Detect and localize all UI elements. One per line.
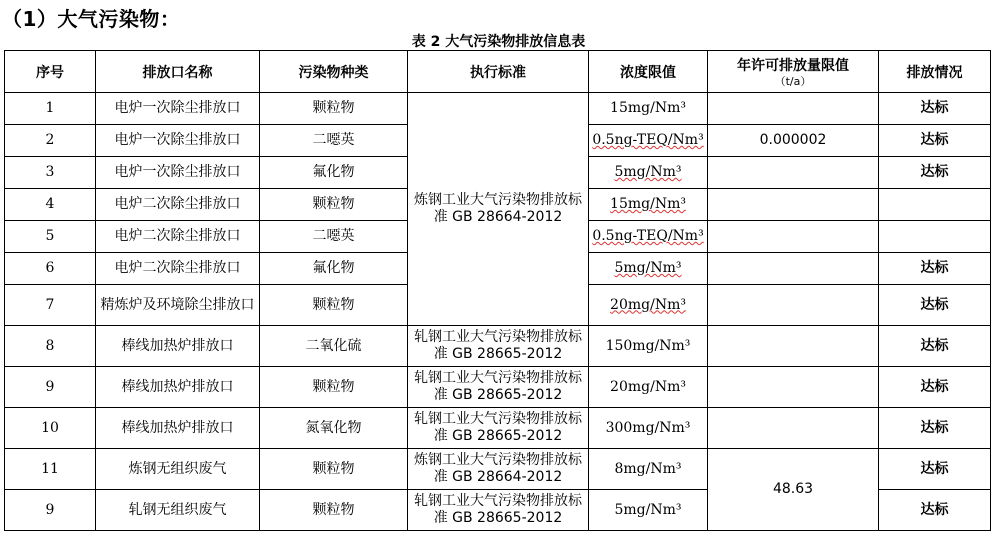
- cell-annual-limit: [708, 408, 879, 449]
- cell-annual-limit: [708, 189, 879, 221]
- cell-pollutant: 颗粒物: [260, 367, 408, 408]
- concentration-text: 0.5ng-TEQ/Nm³: [592, 132, 704, 148]
- cell-outlet: 电炉二次除尘排放口: [96, 221, 260, 253]
- cell-pollutant: 颗粒物: [260, 285, 408, 326]
- cell-concentration: 8mg/Nm³: [589, 449, 708, 490]
- concentration-text: 5mg/Nm³: [614, 164, 682, 180]
- cell-outlet: 电炉二次除尘排放口: [96, 189, 260, 221]
- cell-status: 达标: [879, 449, 991, 490]
- cell-annual-limit: [708, 221, 879, 253]
- cell-outlet: 棒线加热炉排放口: [96, 408, 260, 449]
- cell-outlet: 轧钢无组织废气: [96, 490, 260, 531]
- cell-status: [879, 189, 991, 221]
- concentration-text: 20mg/Nm³: [610, 296, 686, 313]
- section-heading: （1）大气污染物：: [2, 7, 181, 31]
- cell-concentration: 300mg/Nm³: [589, 408, 708, 449]
- cell-status: 达标: [879, 490, 991, 531]
- cell-index: 6: [5, 253, 96, 285]
- cell-status: [879, 221, 991, 253]
- cell-pollutant: 颗粒物: [260, 449, 408, 490]
- header-status: 排放情况: [879, 51, 991, 93]
- cell-annual-limit: [708, 285, 879, 326]
- cell-outlet: 电炉一次除尘排放口: [96, 125, 260, 157]
- header-pollutant: 污染物种类: [260, 51, 408, 93]
- header-annual-limit-label: 年许可排放量限值: [737, 58, 849, 74]
- cell-index: 1: [5, 93, 96, 125]
- cell-concentration: [589, 125, 708, 157]
- cell-status: 达标: [879, 157, 991, 189]
- cell-index: 4: [5, 189, 96, 221]
- cell-status: 达标: [879, 367, 991, 408]
- cell-outlet: 精炼炉及环境除尘排放口: [96, 285, 260, 326]
- header-annual-limit-unit: （t/a）: [774, 75, 812, 88]
- cell-pollutant: 氟化物: [260, 157, 408, 189]
- cell-index: 7: [5, 285, 96, 326]
- cell-annual-limit: 0.000002: [708, 125, 879, 157]
- cell-concentration: [589, 189, 708, 221]
- table-row: [5, 449, 991, 490]
- cell-annual-limit-merged: 48.63: [708, 449, 879, 531]
- concentration-text: 15mg/Nm³: [610, 196, 686, 212]
- concentration-text: 5mg/Nm³: [614, 260, 682, 276]
- cell-annual-limit: [708, 93, 879, 125]
- emission-info-table: [4, 50, 991, 531]
- cell-concentration: 20mg/Nm³: [589, 367, 708, 408]
- cell-index: 11: [5, 449, 96, 490]
- cell-status: 达标: [879, 408, 991, 449]
- table-row: [5, 408, 991, 449]
- cell-outlet: 炼钢无组织废气: [96, 449, 260, 490]
- cell-index: 2: [5, 125, 96, 157]
- cell-outlet: 电炉二次除尘排放口: [96, 253, 260, 285]
- cell-outlet: 电炉一次除尘排放口: [96, 157, 260, 189]
- cell-pollutant: 氟化物: [260, 253, 408, 285]
- cell-concentration: [589, 285, 708, 326]
- concentration-text: 0.5ng-TEQ/Nm³: [592, 228, 704, 244]
- table-header-row: [5, 51, 991, 93]
- cell-outlet: 棒线加热炉排放口: [96, 326, 260, 367]
- cell-status: 达标: [879, 93, 991, 125]
- cell-outlet: 电炉一次除尘排放口: [96, 93, 260, 125]
- cell-annual-limit: [708, 326, 879, 367]
- header-outlet: 排放口名称: [96, 51, 260, 93]
- cell-pollutant: 颗粒物: [260, 93, 408, 125]
- header-concentration: 浓度限值: [589, 51, 708, 93]
- cell-standard: 轧钢工业大气污染物排放标准 GB 28665-2012: [408, 408, 589, 449]
- cell-standard: 轧钢工业大气污染物排放标准 GB 28665-2012: [408, 326, 589, 367]
- cell-standard: 轧钢工业大气污染物排放标准 GB 28665-2012: [408, 367, 589, 408]
- table-caption: 表 2 大气污染物排放信息表: [411, 34, 586, 50]
- cell-pollutant: 二噁英: [260, 125, 408, 157]
- cell-concentration: [589, 157, 708, 189]
- cell-status: 达标: [879, 326, 991, 367]
- cell-index: 8: [5, 326, 96, 367]
- cell-pollutant: 氮氧化物: [260, 408, 408, 449]
- cell-pollutant: 颗粒物: [260, 189, 408, 221]
- cell-concentration: [589, 253, 708, 285]
- cell-standard-merged: 炼钢工业大气污染物排放标准 GB 28664-2012: [408, 93, 589, 326]
- cell-standard: 轧钢工业大气污染物排放标准 GB 28665-2012: [408, 490, 589, 531]
- header-annual-limit: [708, 51, 879, 93]
- cell-concentration: [589, 221, 708, 253]
- table-row: [5, 93, 991, 125]
- cell-pollutant: 颗粒物: [260, 490, 408, 531]
- cell-annual-limit: [708, 253, 879, 285]
- header-standard: 执行标准: [408, 51, 589, 93]
- cell-pollutant: 二氧化硫: [260, 326, 408, 367]
- cell-index: 5: [5, 221, 96, 253]
- cell-standard: 炼钢工业大气污染物排放标准 GB 28664-2012: [408, 449, 589, 490]
- cell-status: 达标: [879, 253, 991, 285]
- cell-annual-limit: [708, 367, 879, 408]
- cell-index: 9: [5, 367, 96, 408]
- table-row: [5, 367, 991, 408]
- cell-outlet: 棒线加热炉排放口: [96, 367, 260, 408]
- cell-concentration: 150mg/Nm³: [589, 326, 708, 367]
- cell-index: 10: [5, 408, 96, 449]
- table-row: [5, 326, 991, 367]
- cell-status: 达标: [879, 285, 991, 326]
- cell-pollutant: 二噁英: [260, 221, 408, 253]
- header-index: 序号: [5, 51, 96, 93]
- cell-concentration: 15mg/Nm³: [589, 93, 708, 125]
- cell-index: 9: [5, 490, 96, 531]
- cell-status: 达标: [879, 125, 991, 157]
- cell-annual-limit: [708, 157, 879, 189]
- cell-index: 3: [5, 157, 96, 189]
- cell-concentration: 5mg/Nm³: [589, 490, 708, 531]
